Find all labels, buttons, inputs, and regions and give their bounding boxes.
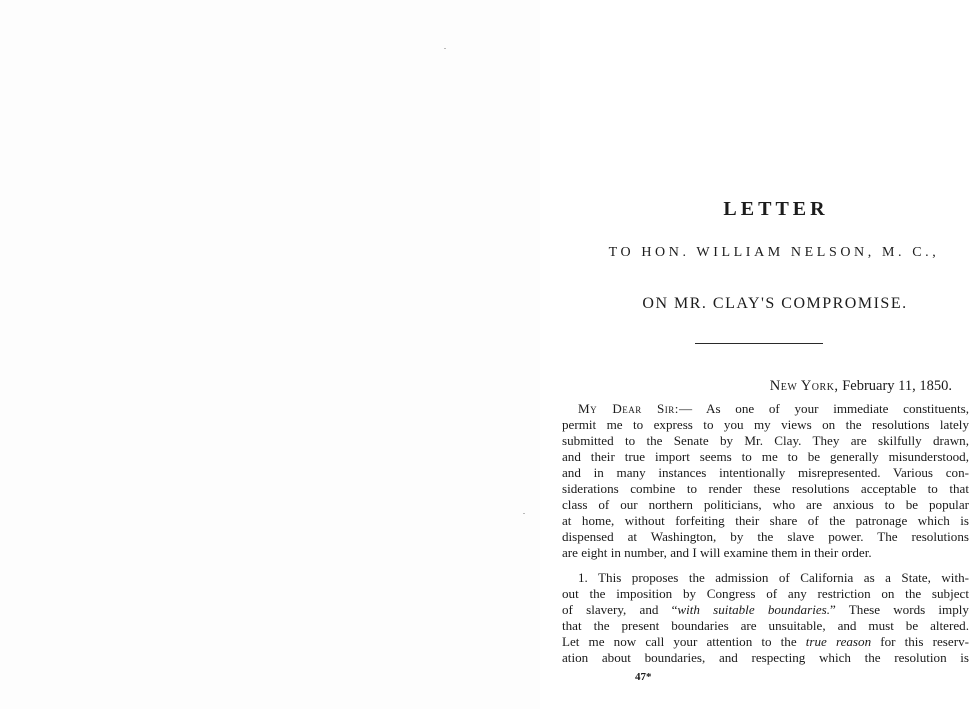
text-line: siderations combine to render these resolutions acceptable to that xyxy=(562,481,969,496)
text-line: ation about boundaries, and respecting which the resolution is xyxy=(562,650,969,665)
text-line: of slavery, and “with suitable boundaries.” These words imply xyxy=(562,602,969,617)
text-line: My Dear Sir:— As one of your immediate constituents, xyxy=(578,401,969,416)
subject-line: ON MR. CLAY'S COMPROMISE. xyxy=(642,295,908,312)
text-line: 1. This proposes the admission of California as a State, with- xyxy=(578,570,969,585)
dateline xyxy=(770,378,952,395)
recipient-line: TO HON. WILLIAM NELSON, M. C., xyxy=(608,245,940,260)
italic-phrase: with suitable boundaries. xyxy=(677,602,831,617)
text-line: submitted to the Senate by Mr. Clay. They are skilfully drawn, xyxy=(562,433,969,448)
text-line: permit me to express to you my views on the resolutions lately xyxy=(562,417,969,432)
section-rule xyxy=(695,343,823,344)
text-line: dispensed at Washington, by the slave power. The resolutions xyxy=(562,529,969,544)
text-line: at home, without forfeiting their share of the patronage which is xyxy=(562,513,969,528)
paragraph-opening xyxy=(562,401,969,561)
paper-speck xyxy=(523,513,525,514)
text-line: and in many instances intentionally misrepresented. Various con- xyxy=(562,465,969,480)
text-line: Let me now call your attention to the true reason for this reserv- xyxy=(562,634,969,649)
dateline-date: February 11, 1850. xyxy=(842,378,952,394)
italic-phrase: true reason xyxy=(805,634,872,649)
paragraph-resolution-1 xyxy=(562,570,969,666)
salutation: My Dear Sir: xyxy=(578,401,679,416)
text-line: and their true import seems to me to be generally misunderstood, xyxy=(562,449,969,464)
page-number: 47* xyxy=(635,671,652,683)
text-line: that the present boundaries are unsuitable, and must be altered. xyxy=(562,618,969,633)
letter-title: LETTER xyxy=(723,198,829,220)
paper-speck xyxy=(444,48,446,49)
text-line: are eight in number, and I will examine them in their order. xyxy=(562,545,872,560)
text-line: out the imposition by Congress of any restriction on the subject xyxy=(562,586,969,601)
text-line: class of our northern politicians, who are anxious to be popular xyxy=(562,497,969,512)
text-page xyxy=(540,0,980,709)
dateline-place: New York, xyxy=(769,378,839,394)
